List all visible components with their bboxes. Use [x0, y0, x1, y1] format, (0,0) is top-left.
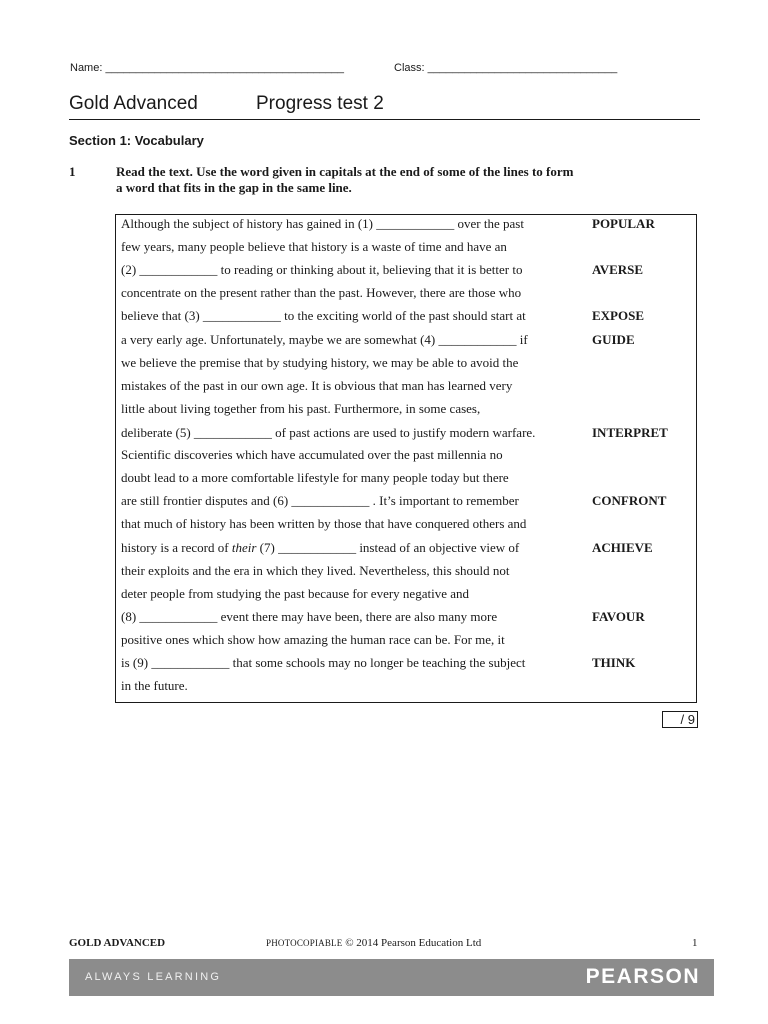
- passage-line: are still frontier disputes and (6) ____________ . It’s important to remember: [121, 493, 519, 508]
- class-field-label: Class: _______________________________: [394, 62, 618, 74]
- passage-line: we believe the premise that by studying history, we may be able to avoid the: [121, 355, 519, 370]
- passage-line: Scientific discoveries which have accumulated over the past millennia no: [121, 447, 503, 462]
- keyword-think: THINK: [592, 655, 636, 670]
- title-divider: [69, 119, 700, 120]
- question-number: 1: [69, 164, 76, 179]
- passage-line: mistakes of the past in our own age. It is obvious that man has learned very: [121, 378, 513, 393]
- footer-book-title: GOLD ADVANCED: [69, 937, 166, 949]
- section-heading: Section 1: Vocabulary: [69, 133, 204, 148]
- footer-copyright: [266, 937, 481, 949]
- passage-fragment: (7) ____________ instead of an objective view of: [256, 540, 520, 555]
- emphasis-word: their: [231, 540, 257, 555]
- keyword-confront: CONFRONT: [592, 493, 667, 508]
- passage-line: (8) ____________ event there may have been, there are also many more: [121, 609, 498, 624]
- brand-tagline: ALWAYS LEARNING: [85, 971, 222, 983]
- brand-bar: [69, 959, 714, 996]
- passage-line: concentrate on the present rather than the past. However, there are those who: [121, 285, 522, 300]
- book-title: Gold Advanced: [69, 93, 198, 114]
- passage-line: (2) ____________ to reading or thinking about it, believing that it is better to: [121, 262, 523, 277]
- keyword-guide: GUIDE: [592, 332, 635, 347]
- keyword-averse: AVERSE: [592, 262, 644, 277]
- passage-line: is (9) ____________ that some schools may no longer be teaching the subject: [121, 655, 526, 670]
- passage-line: deliberate (5) ____________ of past actions are used to justify modern warfare.: [121, 425, 536, 440]
- passage-line: Although the subject of history has gained in (1) ____________ over the past: [121, 216, 524, 231]
- keyword-expose: EXPOSE: [592, 308, 645, 323]
- publisher-logo: PEARSON: [585, 965, 700, 988]
- question-instruction: [116, 164, 656, 196]
- passage-line: [121, 540, 581, 556]
- keyword-interpret: INTERPRET: [592, 425, 668, 440]
- passage-fragment: history is a record of: [121, 540, 232, 555]
- passage-line: that much of history has been written by those that have conquered others and: [121, 516, 527, 531]
- passage-line: deter people from studying the past because for every negative and: [121, 586, 469, 601]
- test-title: Progress test 2: [256, 93, 384, 114]
- name-field-label: Name: _______________________________________: [70, 62, 345, 74]
- passage-line: in the future.: [121, 678, 188, 693]
- passage-line: their exploits and the era in which they lived. Nevertheless, this should not: [121, 563, 510, 578]
- keyword-popular: POPULAR: [592, 216, 655, 231]
- keyword-favour: FAVOUR: [592, 609, 645, 624]
- passage-line: positive ones which show how amazing the human race can be. For me, it: [121, 632, 505, 647]
- keyword-achieve: ACHIEVE: [592, 540, 653, 555]
- instruction-line: a word that fits in the gap in the same line.: [116, 180, 352, 195]
- score-box: / 9: [662, 711, 698, 728]
- passage-line: few years, many people believe that history is a waste of time and have an: [121, 239, 507, 254]
- passage-line: little about living together from his past. Furthermore, in some cases,: [121, 401, 481, 416]
- instruction-line: Read the text. Use the word given in capitals at the end of some of the lines to form: [116, 164, 574, 179]
- photocopiable-label: PHOTOCOPIABLE: [266, 938, 343, 948]
- page-number: 1: [692, 937, 698, 949]
- passage-line: a very early age. Unfortunately, maybe we are somewhat (4) ____________ if: [121, 332, 528, 347]
- passage-line: believe that (3) ____________ to the exciting world of the past should start at: [121, 308, 526, 323]
- copyright-text: © 2014 Pearson Education Ltd: [342, 937, 482, 949]
- passage-line: doubt lead to a more comfortable lifestyle for many people today but there: [121, 470, 509, 485]
